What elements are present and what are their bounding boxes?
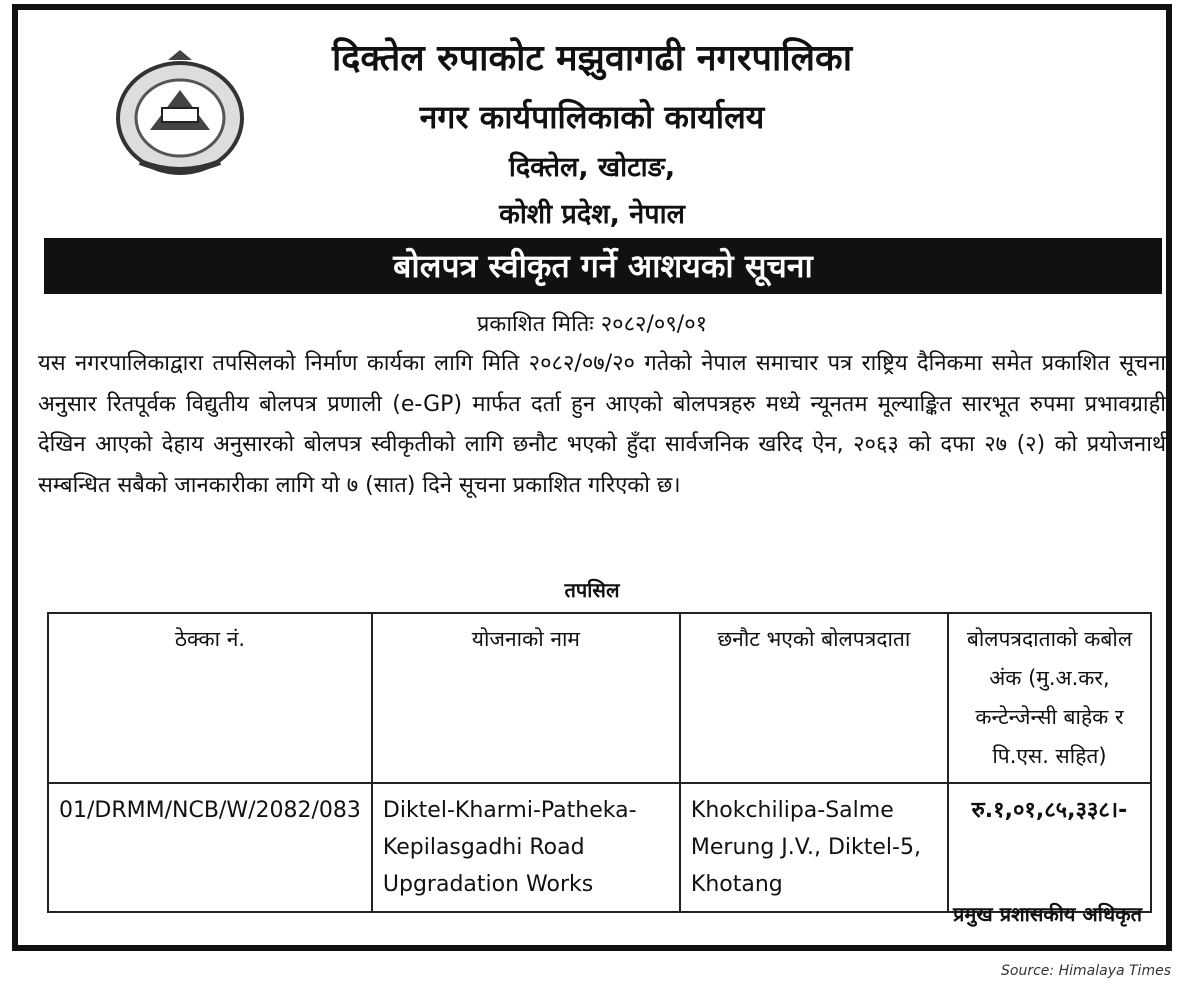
published-date: प्रकाशित मितिः २०८२/०९/०१ bbox=[476, 312, 708, 337]
table-title: तपसिल bbox=[564, 578, 620, 602]
bid-amount: रु.१,०१,८५,३३८।- bbox=[948, 783, 1151, 912]
notice-frame bbox=[12, 4, 1172, 951]
office-name: नगर कार्यपालिकाको कार्यालय bbox=[419, 98, 765, 136]
selected-bidder: Khokchilipa-Salme Merung J.V., Diktel-5, Khotang bbox=[680, 783, 948, 912]
header-project-name: योजनाको नाम bbox=[372, 613, 680, 783]
notice-title-banner: बोलपत्र स्वीकृत गर्ने आशयको सूचना bbox=[44, 238, 1162, 294]
project-name: Diktel-Kharmi-Patheka-Kepilasgadhi Road Upgradation Works bbox=[372, 783, 680, 912]
header-contract-no: ठेक्का नं. bbox=[48, 613, 372, 783]
header-bid-amount: बोलपत्रदाताको कबोल अंक (मु.अ.कर, कन्टेन्जेन्सी बाहेक र पि.एस. सहित) bbox=[948, 613, 1151, 783]
municipality-name: दिक्तेल रुपाकोट मझुवागढी नगरपालिका bbox=[331, 38, 853, 79]
source-credit: Source: Himalaya Times bbox=[1001, 963, 1171, 979]
office-location: दिक्तेल, खोटाङ, bbox=[508, 152, 676, 183]
table-header-row bbox=[48, 613, 1151, 783]
contract-no: 01/DRMM/NCB/W/2082/083 bbox=[48, 783, 372, 912]
table-row bbox=[48, 783, 1151, 912]
header-selected-bidder: छनौट भएको बोलपत्रदाता bbox=[680, 613, 948, 783]
office-province: कोशी प्रदेश, नेपाल bbox=[499, 199, 685, 230]
signatory-title: प्रमुख प्रशासकीय अधिकृत bbox=[953, 902, 1142, 926]
award-table bbox=[47, 612, 1152, 913]
notice-body: यस नगरपालिकाद्वारा तपसिलको निर्माण कार्यका लागि मिति २०८२/०७/२० गतेको नेपाल समाचार पत्र राष्ट्रिय दैनिकमा समेत प्रकाशित सूचना अनुसार रितपूर्वक विद्युतीय बोलपत्र प्रणाली (e-GP) मार्फत दर्ता हुन आएको बोलपत्रहरु मध्ये न्यूनतम मूल्याङ्कित सारभूत रुपमा प्रभावग्राही देखिन आएको देहाय अनुसारको बोलपत्र स्वीकृतीको लागि छनौट भएको हुँदा सार्वजनिक खरिद ऐन, २०६३ को दफा २७ (२) को प्रयोजनार्थ सम्बन्धित सबैको जानकारीका लागि यो ७ (सात) दिने सूचना प्रकाशित गरिएको छ। bbox=[38, 351, 1166, 498]
